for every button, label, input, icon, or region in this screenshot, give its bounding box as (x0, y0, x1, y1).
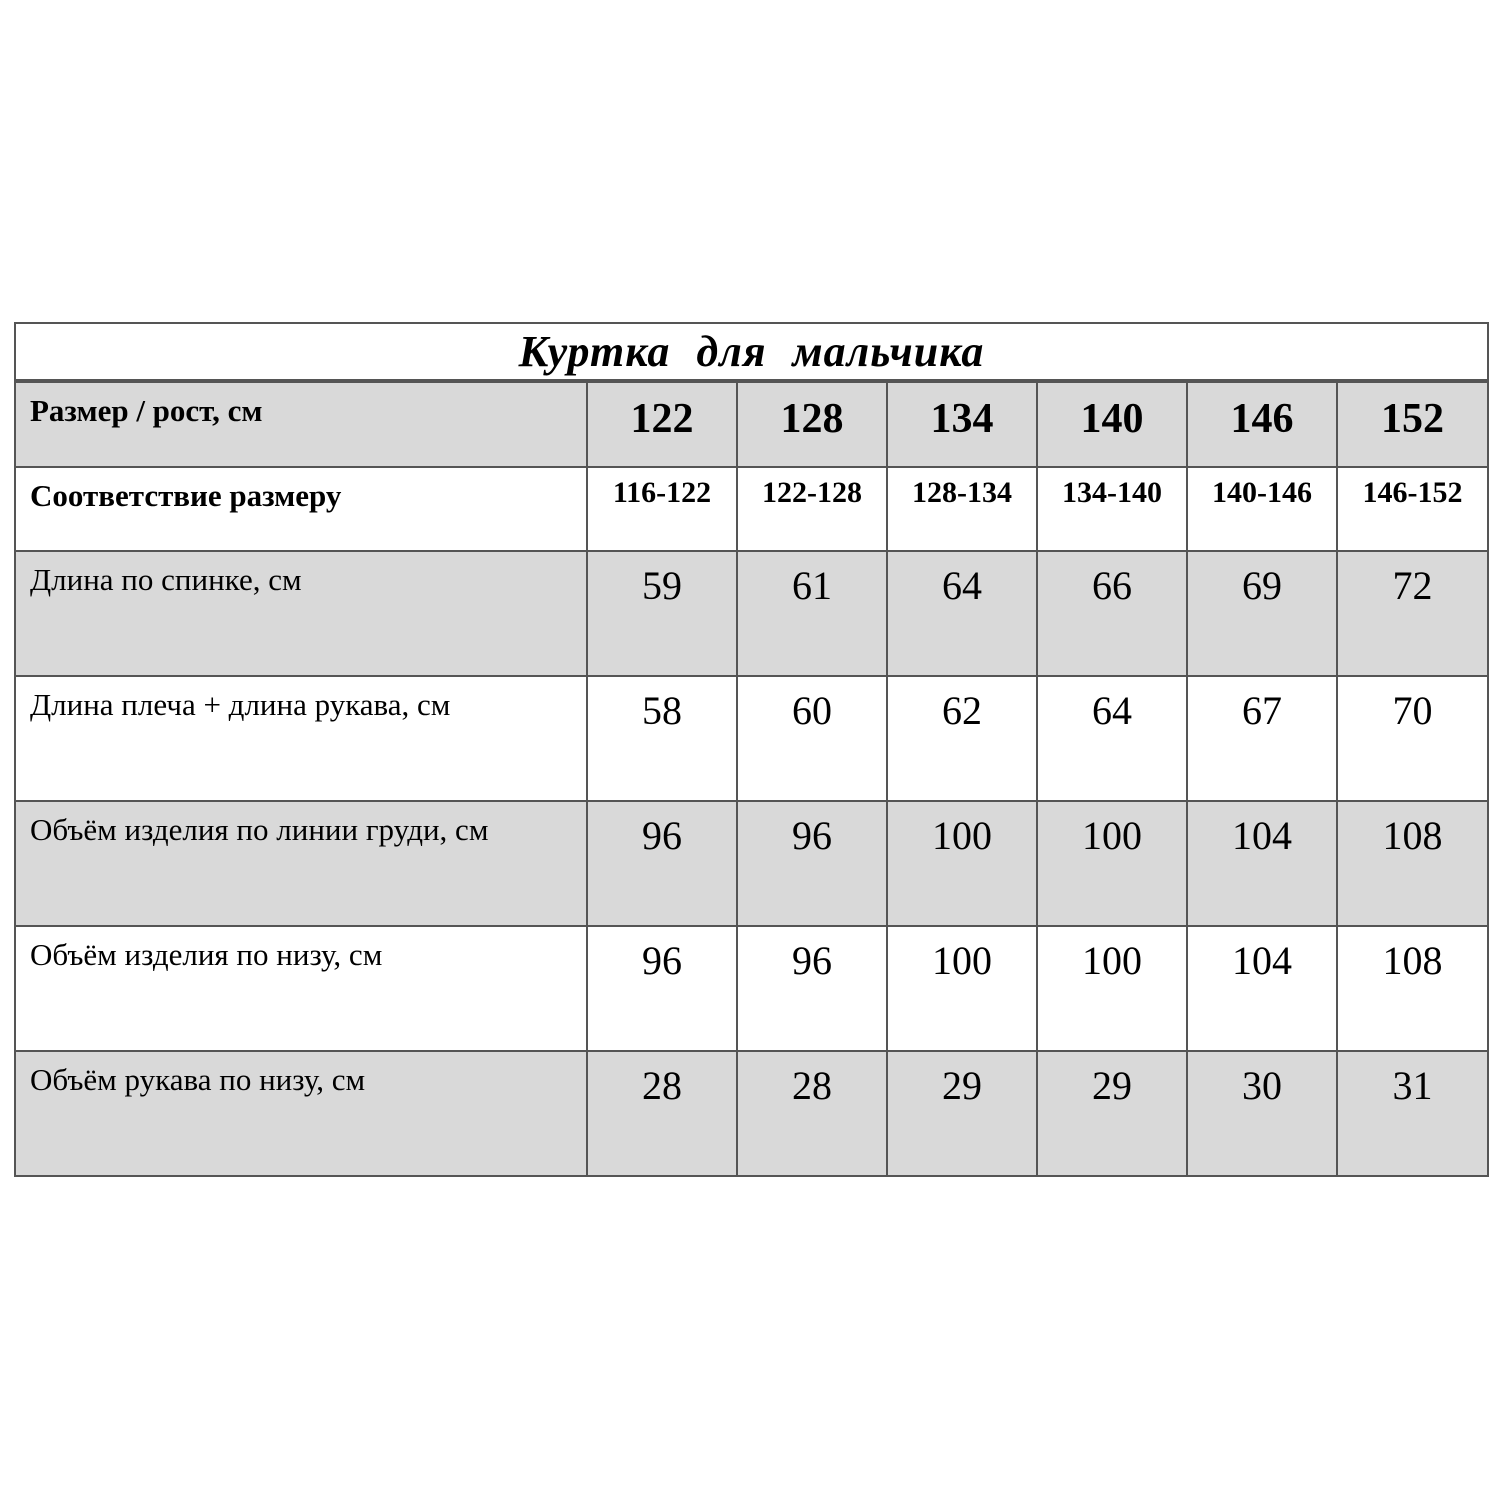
measurement-cell: 100 (887, 926, 1037, 1051)
measurement-cell: 96 (587, 926, 737, 1051)
size-header-cell: 146 (1187, 381, 1337, 467)
measurement-cell: 100 (1037, 801, 1187, 926)
size-header-cell: 128 (737, 381, 887, 467)
table-row (15, 801, 1488, 926)
table-title: Куртка для мальчика (15, 323, 1488, 381)
measurement-cell: 96 (587, 801, 737, 926)
table-row (15, 926, 1488, 1051)
measurement-cell: 58 (587, 676, 737, 801)
measurement-label: Длина по спинке, см (15, 551, 587, 676)
measurement-cell: 28 (737, 1051, 887, 1176)
measurement-cell: 96 (737, 926, 887, 1051)
size-header-cell: 122 (587, 381, 737, 467)
table-row (15, 676, 1488, 801)
measurement-cell: 108 (1337, 801, 1488, 926)
measurement-cell: 29 (1037, 1051, 1187, 1176)
measurement-cell: 28 (587, 1051, 737, 1176)
measurement-cell: 30 (1187, 1051, 1337, 1176)
measurement-cell: 64 (1037, 676, 1187, 801)
measurement-label: Объём изделия по низу, см (15, 926, 587, 1051)
correspondence-label: Соответствие размеру (15, 467, 587, 551)
measurement-cell: 96 (737, 801, 887, 926)
measurement-label: Длина плеча + длина рукава, см (15, 676, 587, 801)
size-header-cell: 140 (1037, 381, 1187, 467)
measurement-cell: 62 (887, 676, 1037, 801)
title-row (15, 323, 1488, 381)
measurement-cell: 100 (887, 801, 1037, 926)
size-header-row (15, 381, 1488, 467)
measurement-cell: 70 (1337, 676, 1488, 801)
measurement-cell: 64 (887, 551, 1037, 676)
measurement-label: Объём рукава по низу, см (15, 1051, 587, 1176)
table-row (15, 1051, 1488, 1176)
measurement-cell: 66 (1037, 551, 1187, 676)
correspondence-cell: 116-122 (587, 467, 737, 551)
measurement-cell: 104 (1187, 801, 1337, 926)
measurement-cell: 72 (1337, 551, 1488, 676)
measurement-cell: 108 (1337, 926, 1488, 1051)
measurement-cell: 61 (737, 551, 887, 676)
measurement-cell: 29 (887, 1051, 1037, 1176)
correspondence-cell: 134-140 (1037, 467, 1187, 551)
size-header-cell: 152 (1337, 381, 1488, 467)
size-header-label: Размер / рост, см (15, 381, 587, 467)
size-header-cell: 134 (887, 381, 1037, 467)
correspondence-cell: 122-128 (737, 467, 887, 551)
measurement-cell: 104 (1187, 926, 1337, 1051)
correspondence-cell: 140-146 (1187, 467, 1337, 551)
measurement-cell: 59 (587, 551, 737, 676)
measurement-cell: 60 (737, 676, 887, 801)
measurement-cell: 100 (1037, 926, 1187, 1051)
correspondence-cell: 128-134 (887, 467, 1037, 551)
measurement-cell: 31 (1337, 1051, 1488, 1176)
measurement-cell: 67 (1187, 676, 1337, 801)
size-chart-table (14, 322, 1489, 1177)
measurement-label: Объём изделия по линии груди, см (15, 801, 587, 926)
table-row (15, 551, 1488, 676)
measurement-cell: 69 (1187, 551, 1337, 676)
correspondence-cell: 146-152 (1337, 467, 1488, 551)
correspondence-row (15, 467, 1488, 551)
